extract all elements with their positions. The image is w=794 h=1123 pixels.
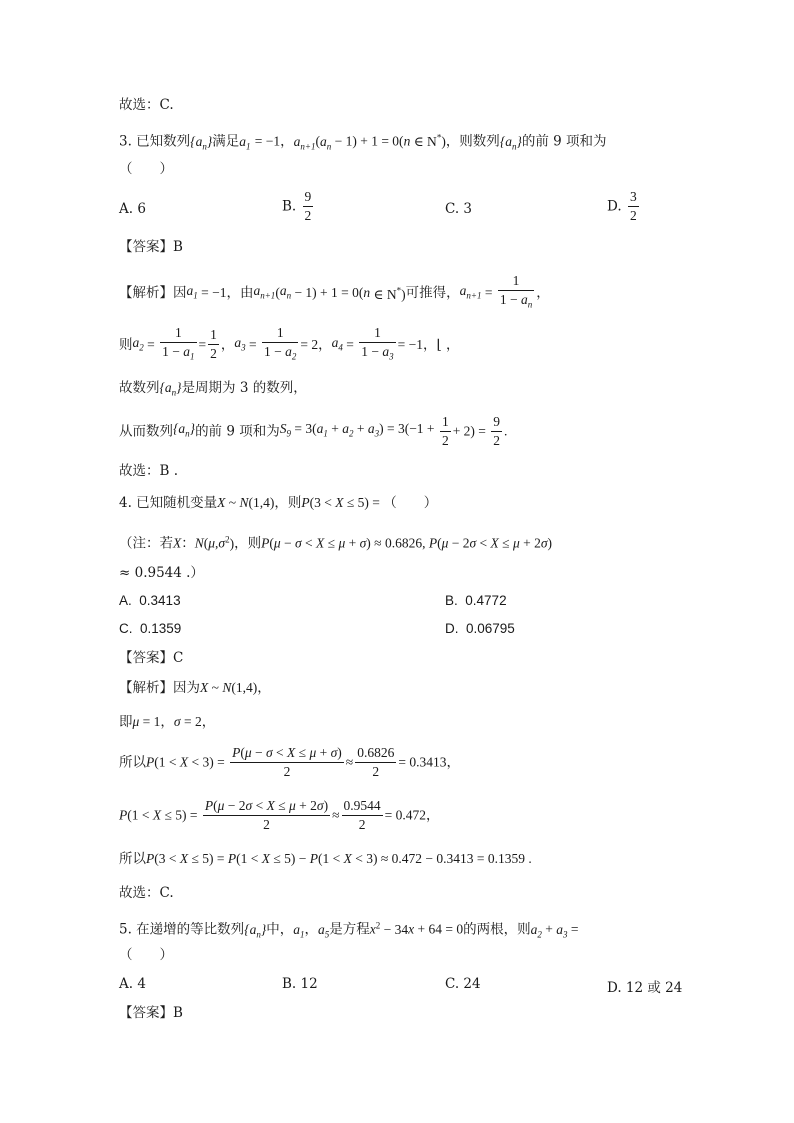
q3-stem: 3. 已知数列$\{a_n\}$满足$a_1 = -1$，$a_{n+1}(a_n - 1) + 1 = 0(n$ ∈ N*)，则数列$\{a_n\}$的前 9 项和为 <box>119 132 607 152</box>
q3-stem-sum: 的前 9 项和为 <box>521 133 607 150</box>
q5-stem-equation: 是方程 <box>329 921 370 938</box>
q3-analysis-1: 【解析】因$a_1 = -1$，由$a_{n+1}(a_n - 1) + 1 = 0(n$ ∈ N*)可推得，$a_{n+1}$ = $\frac{1}{1 - a_n}$ ， <box>119 273 550 310</box>
q3-option-d <box>607 188 641 225</box>
q4-option-c-value: 0.1359 <box>140 621 182 636</box>
q5-option-d: D. 12 或 24 <box>607 980 683 996</box>
q4-stem: 4. 已知随机变量X ~ N(1,4)，则P(3 < X ≤ 5) = （ ） <box>119 495 438 511</box>
q4-option-d-value: 0.06795 <box>466 621 515 636</box>
q3-stem-prefix: 3. 已知数列 <box>119 133 191 150</box>
q4-analysis-therefore: 所以 <box>119 754 146 771</box>
q4-stem-prefix: 4. 已知随机变量 <box>119 495 218 511</box>
q4-option-a <box>119 593 181 608</box>
q4-analysis-5: 所以P(3 < X ≤ 5) = P(1 < X ≤ 5) − P(1 < X < 3) ≈ 0.472 − 0.3413 = 0.1359 . <box>119 851 532 867</box>
q4-option-b <box>445 593 507 608</box>
q3-period-tail: 是周期为 3 的数列， <box>181 380 307 396</box>
q5-stem: 5. 在递增的等比数列$\{a_n\}$中，$a_1$，$a_5$是方程$x^2 - 34x + 64 = 0$的两根，则$a_2 + a_3$ = <box>119 920 579 940</box>
q3-sum-prefix: 从而数列 <box>119 423 173 440</box>
q4-paren: （ ） <box>383 495 438 511</box>
q2-conclusion: 故选：C. <box>119 97 174 113</box>
q4-analysis-3: 所以P(1 < X < 3) = $\frac{P(\mu - \sigma < X \le \mu + \sigma)}{2}$ ≈ $\frac{0.6826}{2}$ = 0.3413， <box>119 745 460 779</box>
q4-note: （注：若X：$N(\mu,\sigma^2)$，则P(μ − σ < X ≤ μ + σ) ≈ 0.6826, P(μ − 2σ < X ≤ μ + 2σ) <box>119 534 553 552</box>
q3-analysis-3: 故数列$\{a_n\}$是周期为 3 的数列， <box>119 380 307 398</box>
q4-note-prefix: （注：若 <box>119 535 173 552</box>
q5-answer: 【答案】B <box>119 1005 183 1021</box>
q3-option-d-den: 2 <box>629 208 637 223</box>
q3-option-b-label: B. <box>282 198 297 215</box>
q4-note-end: ≈ 0.9544 .） <box>119 565 204 581</box>
q3-option-d-num: 3 <box>628 188 639 207</box>
q3-answer: 【答案】B <box>119 239 183 255</box>
q4-analysis-2: 即μ = 1，σ = 2， <box>119 714 216 730</box>
q3-option-b-num: 9 <box>303 188 314 207</box>
q3-option-a: A. 6 <box>119 201 146 217</box>
q3-analysis-tag: 【解析】 <box>119 284 173 301</box>
q4-option-b-label: B. <box>445 593 458 608</box>
q3-option-b-den: 2 <box>304 208 312 223</box>
q4-analysis-4: P(1 < X ≤ 5) = $\frac{P(\mu - 2\sigma < X \le \mu + 2\sigma)}{2}$ ≈ $\frac{0.9544}{2}$ = 0.472， <box>119 798 440 832</box>
q3-paren: （ ） <box>119 161 173 177</box>
q4-option-d-label: D. <box>445 621 459 636</box>
q5-paren: （ ） <box>119 947 173 963</box>
q3-analysis-from: ，由 <box>226 284 254 301</box>
q3-stem-satisfy: 满足 <box>212 133 240 150</box>
q4-analysis-1: 【解析】因为X ~ N(1,4)， <box>119 680 271 696</box>
q3-option-d-label: D. <box>607 198 622 215</box>
q4-analysis-so: 即 <box>119 714 133 730</box>
q3-analysis-because: 因 <box>173 284 187 301</box>
q4-option-b-value: 0.4772 <box>465 593 507 608</box>
q3-analysis-then: 则 <box>119 336 133 353</box>
q3-option-c: C. 3 <box>445 201 473 217</box>
q4-answer: 【答案】C <box>119 650 184 666</box>
q4-conclusion: 故选：C. <box>119 885 174 901</box>
q5-option-b: B. 12 <box>282 976 318 992</box>
q3-period-prefix: 故数列 <box>119 380 160 396</box>
q5-option-c: C. 24 <box>445 976 481 992</box>
q4-analysis-tag: 【解析】 <box>119 680 173 696</box>
q4-option-a-value: 0.3413 <box>139 593 181 608</box>
q4-analysis-therefore-2: 所以 <box>119 851 146 867</box>
q3-analysis-then-tail: ，⌊ ， <box>422 336 460 353</box>
q3-analysis-4: 从而数列$\{a_n\}$的前 9 项和为$S_9 = 3(a_1 + a_2 + a_3) = 3(-1$ + $\frac{1}{2}$ + 2) = $\frac{9}{2}$ . <box>119 414 508 448</box>
q4-analysis-because: 因为 <box>173 680 200 696</box>
q4-option-a-label: A. <box>119 593 132 608</box>
q4-option-d <box>445 621 515 636</box>
q4-note-then: ，则 <box>234 535 262 552</box>
q5-stem-prefix: 5. 在递增的等比数列 <box>119 921 245 938</box>
q4-option-c <box>119 621 181 636</box>
q5-option-a: A. 4 <box>119 976 146 992</box>
q4-option-c-label: C. <box>119 621 133 636</box>
q5-stem-roots: 的两根，则 <box>463 921 531 938</box>
q3-sum-mid: 的前 9 项和为 <box>195 423 280 440</box>
q3-conclusion: 故选：B . <box>119 463 179 479</box>
q3-option-b <box>282 188 315 225</box>
q3-analysis-2: 则$a_2$ = $\frac{1}{1 - a_1}$ = $\frac{1}{2}$ ，$a_3$ = $\frac{1}{1 - a_2}$ = 2，$a_4$ = $\frac{1}{1 - a_3}$ = −1，⌊ ， <box>119 325 460 362</box>
q3-analysis-derive: 可推得， <box>405 284 460 301</box>
q3-stem-then: ，则数列 <box>445 133 500 150</box>
q5-stem-in: 中， <box>266 921 294 938</box>
